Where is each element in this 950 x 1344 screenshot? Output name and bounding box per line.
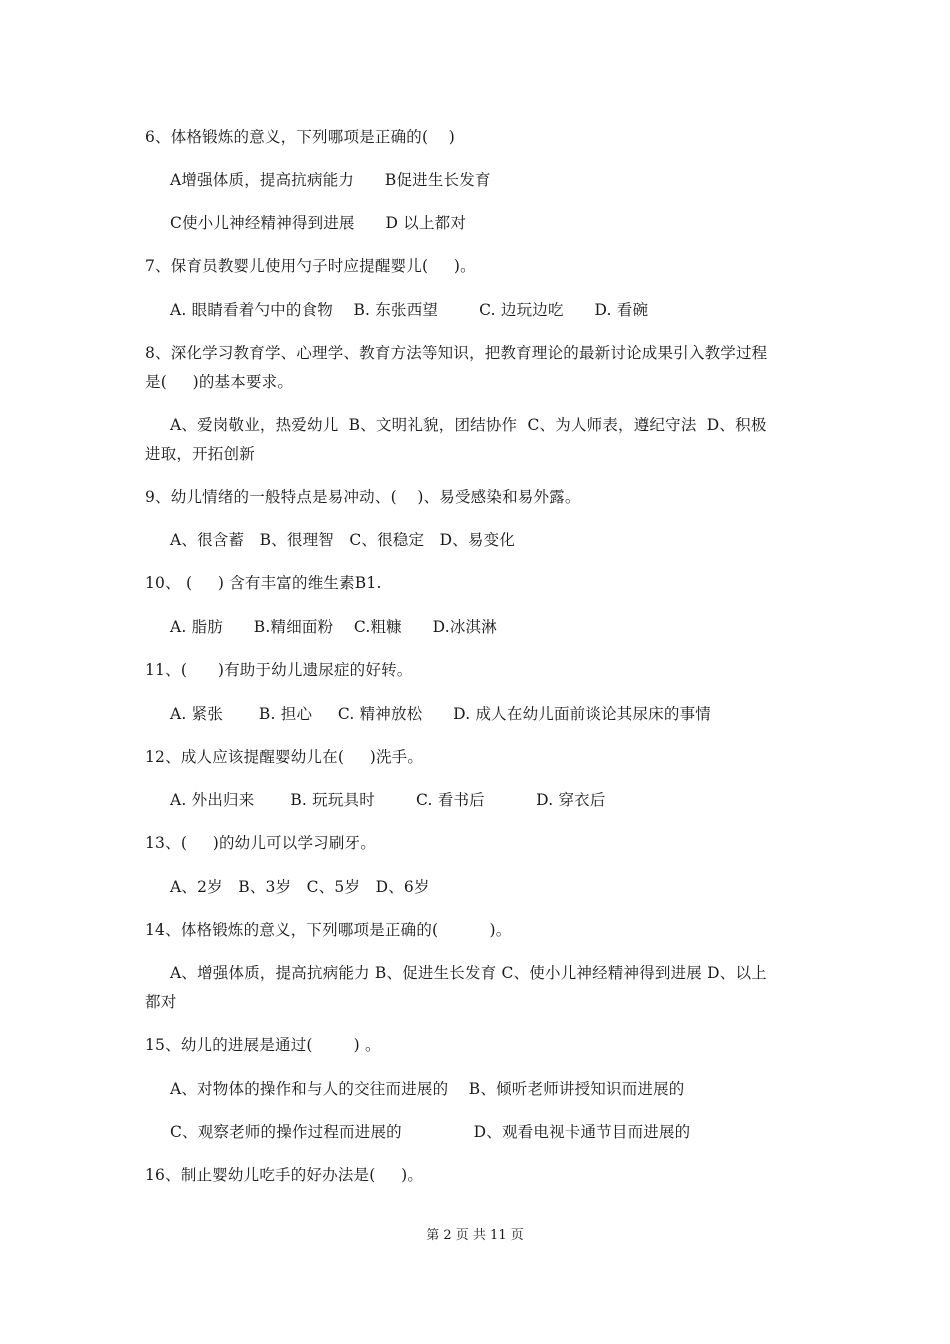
question-15-options-line-1: A、对物体的操作和与人的交往而进展的 B、倾听老师讲授知识而进展的: [170, 1080, 685, 1098]
question-15-options-line-2: C、观察老师的操作过程而进展的 D、观看电视卡通节目而进展的: [170, 1123, 691, 1141]
question-8-options-line-1: A、爱岗敬业，热爱幼儿 B、文明礼貌，团结协作 C、为人师表，遵纪守法 D、积极: [170, 416, 767, 434]
question-14-options-line-1: A、增强体质，提高抗病能力 B、促进生长发育 C、使小儿神经精神得到进展 D、以上: [170, 964, 767, 982]
question-11-stem: 11、( )有助于幼儿遗尿症的好转。: [145, 661, 413, 679]
question-12-options: A. 外出归来 B. 玩玩具时 C. 看书后 D. 穿衣后: [170, 791, 606, 809]
question-8-stem: 8、深化学习教育学、心理学、教育方法等知识，把教育理论的最新讨论成果引入教学过程: [145, 344, 768, 362]
question-7-options: A. 眼睛看着勺中的食物 B. 东张西望 C. 边玩边吃 D. 看碗: [170, 301, 649, 319]
question-13-stem: 13、( )的幼儿可以学习刷牙。: [145, 834, 376, 852]
question-8-stem-continued: 是( )的基本要求。: [145, 373, 294, 391]
question-11-options: A. 紧张 B. 担心 C. 精神放松 D. 成人在幼儿面前谈论其尿床的事情: [170, 705, 711, 723]
question-16-stem: 16、制止婴幼儿吃手的好办法是( )。: [145, 1166, 424, 1184]
question-13-options: A、2岁 B、3岁 C、5岁 D、6岁: [170, 878, 430, 896]
question-14-stem: 14、体格锻炼的意义，下列哪项是正确的( )。: [145, 921, 512, 939]
question-9-options: A、很含蓄 B、很理智 C、很稳定 D、易变化: [170, 531, 516, 549]
question-14-options-line-2: 都对: [145, 993, 177, 1011]
question-7-stem: 7、保育员教婴儿使用勺子时应提醒婴儿( )。: [145, 257, 476, 275]
question-10-options: A. 脂肪 B.精细面粉 C.粗糠 D.冰淇淋: [170, 618, 497, 636]
question-15-stem: 15、幼儿的进展是通过( ) 。: [145, 1036, 381, 1054]
question-12-stem: 12、成人应该提醒婴幼儿在( )洗手。: [145, 748, 424, 766]
question-6-stem: 6、体格锻炼的意义，下列哪项是正确的( ): [145, 128, 455, 146]
question-10-stem: 10、 ( ) 含有丰富的维生素B1.: [145, 574, 382, 592]
page-footer: 第 2 页 共 11 页: [426, 1228, 524, 1243]
question-9-stem: 9、幼儿情绪的一般特点是易冲动、( )、易受感染和易外露。: [145, 488, 581, 506]
question-8-options-line-2: 进取，开拓创新: [145, 445, 255, 463]
question-6-options-line-2: C使小儿神经精神得到进展 D 以上都对: [170, 214, 467, 232]
question-6-options-line-1: A增强体质，提高抗病能力 B促进生长发育: [170, 171, 491, 189]
